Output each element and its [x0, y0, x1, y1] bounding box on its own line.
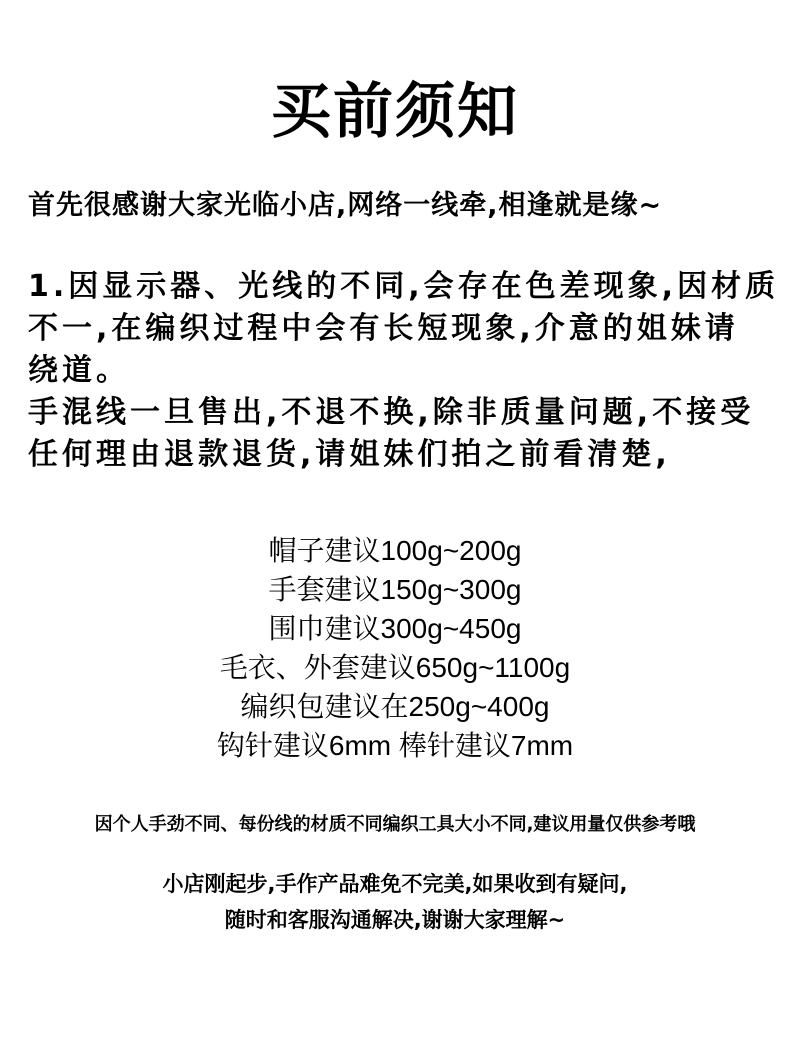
recommendation-item: 钩针建议6mm 棒针建议7mm	[216, 730, 574, 761]
recommendation-item: 围巾建议300g~450g	[268, 613, 522, 644]
page-title: 买前须知	[271, 77, 519, 147]
notice-paragraph	[28, 266, 780, 476]
usage-note: 因个人手劲不同、每份线的材质不同编织工具大小不同,建议用量仅供参考哦	[94, 814, 696, 835]
recommendation-item: 帽子建议100g~200g	[268, 535, 522, 566]
closing-line: 小店刚起步,手作产品难免不完美,如果收到有疑问,	[162, 872, 628, 896]
yarn-recommendations	[0, 531, 790, 765]
closing-line: 随时和客服沟通解决,谢谢大家理解~	[224, 908, 566, 932]
notice-line: 不一,在编织过程中会有长短现象,介意的姐妹请	[28, 311, 739, 346]
notice-line: 任何理由退款退货,请姐妹们拍之前看清楚,	[28, 437, 671, 472]
recommendation-item: 编织包建议在250g~400g	[240, 691, 550, 722]
notice-line: 手混线一旦售出,不退不换,除非质量问题,不接受	[28, 395, 755, 430]
notice-line: 绕道。	[28, 353, 130, 388]
notice-line: 1.因显示器、光线的不同,会存在色差现象,因材质	[28, 269, 780, 304]
recommendation-item: 毛衣、外套建议650g~1100g	[219, 652, 571, 683]
closing-message	[0, 866, 790, 938]
recommendation-item: 手套建议150g~300g	[268, 574, 522, 605]
intro-text: 首先很感谢大家光临小店,网络一线牵,相逢就是缘~	[28, 190, 663, 221]
